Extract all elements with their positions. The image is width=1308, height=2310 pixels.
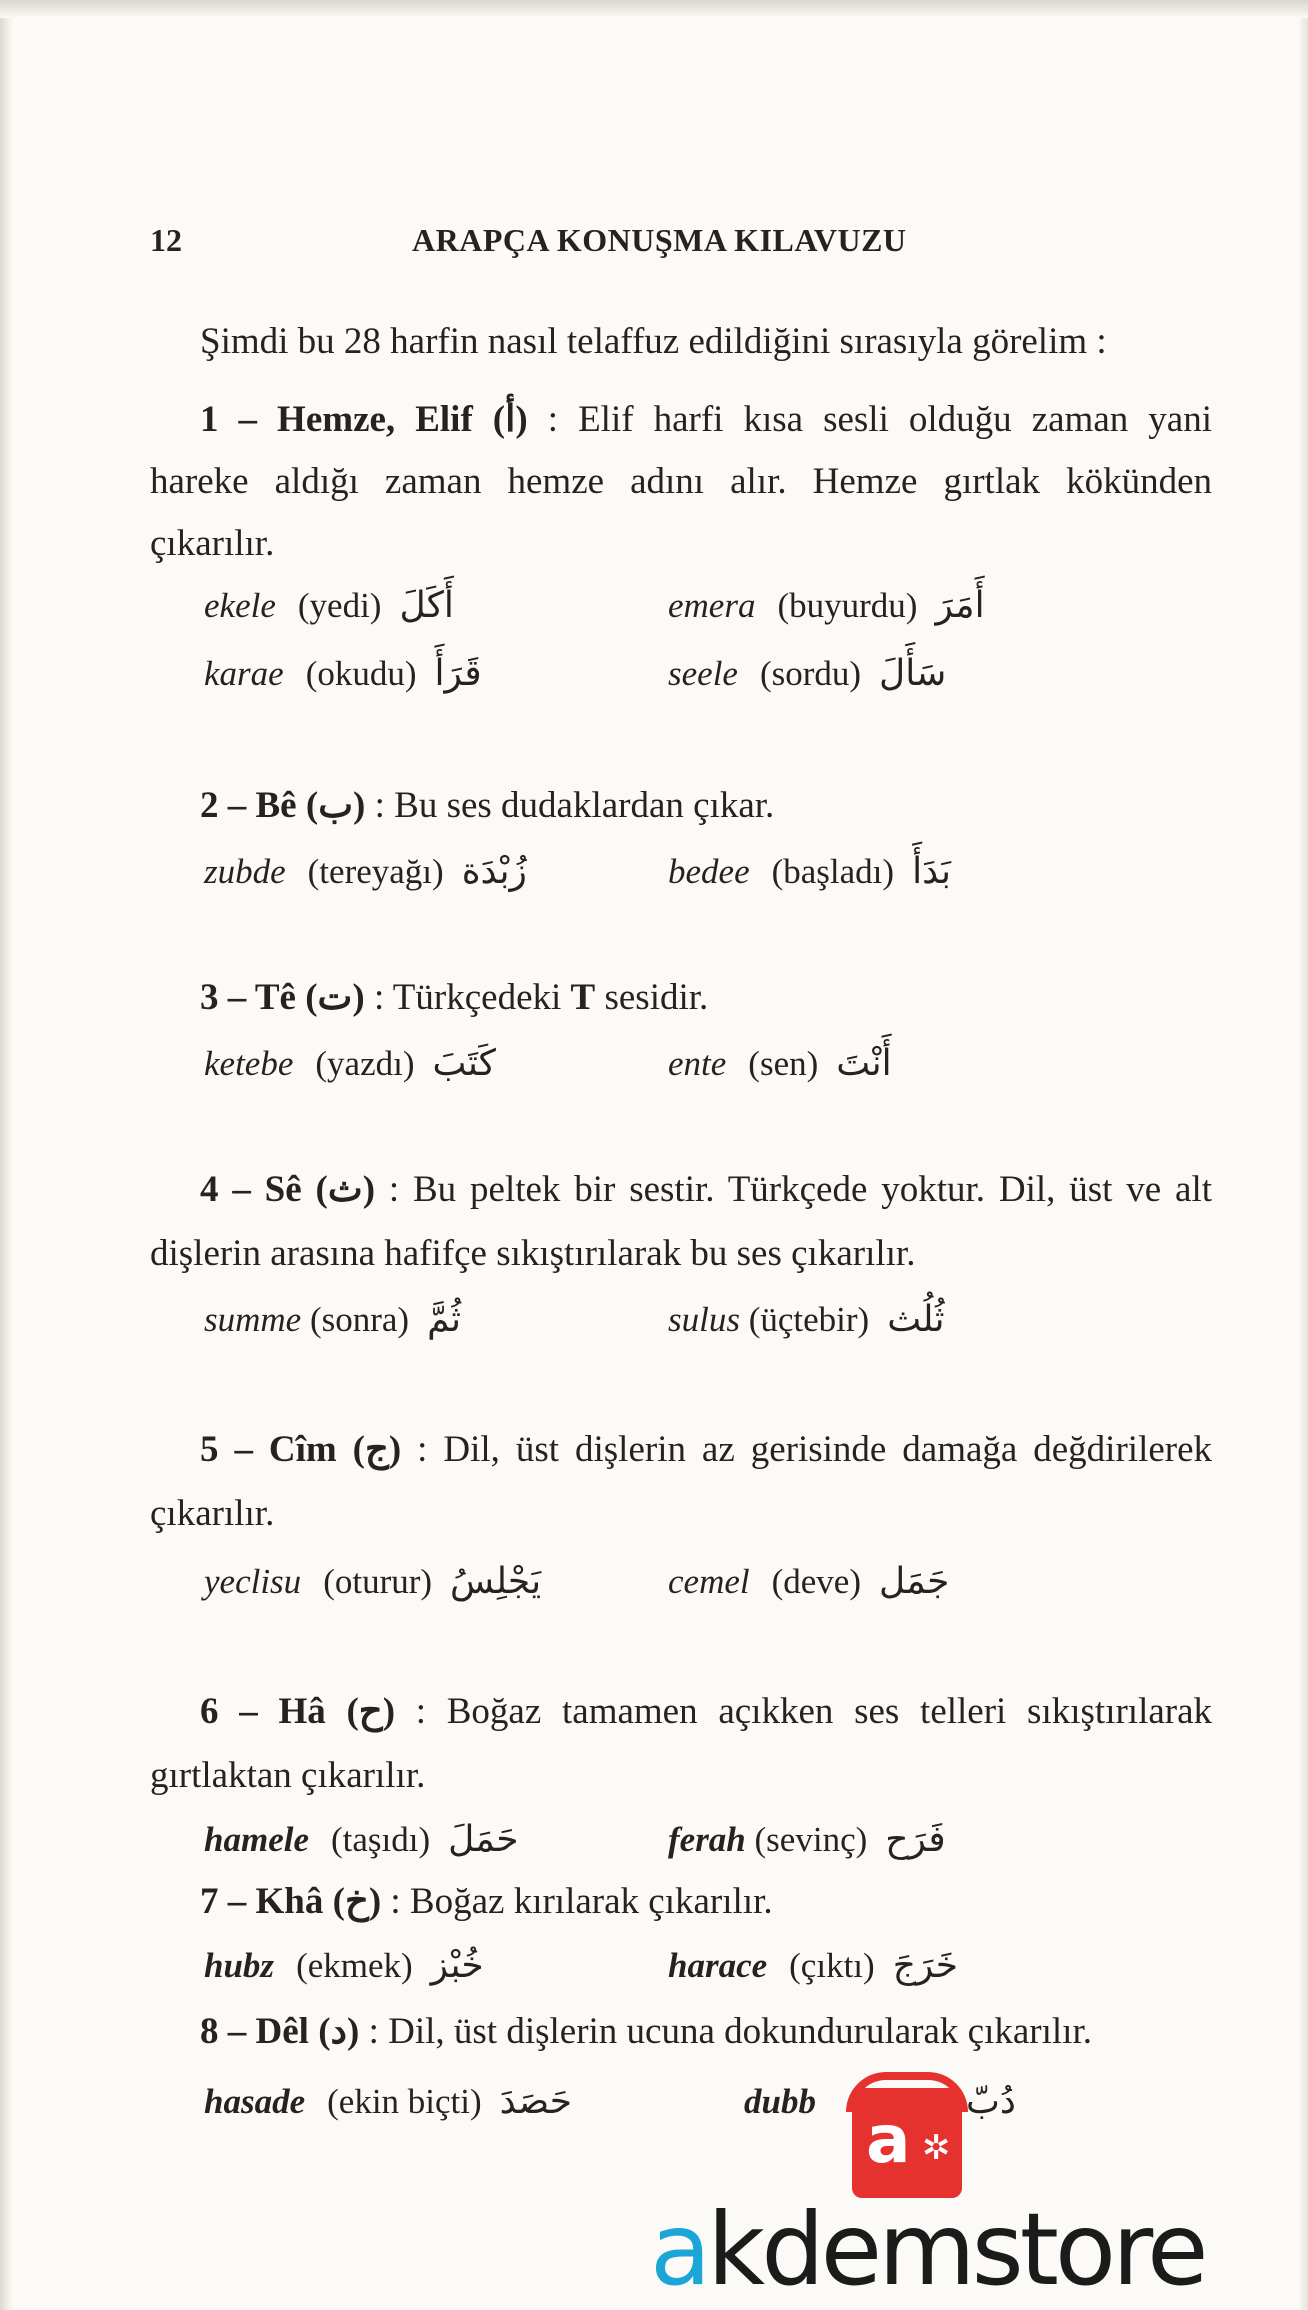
example-arabic: أَمَرَ — [935, 585, 985, 626]
section-8-desc: : Dil, üst dişlerin ucuna dokundurularak çıkarılır. — [368, 2011, 1092, 2052]
section-8-line — [200, 2008, 1092, 2056]
section-2-letter: (ب) — [305, 785, 366, 826]
section-3-desc-end: sesidir. — [604, 977, 709, 1018]
example-arabic: دُبّ — [965, 2081, 1016, 2122]
section-2-title: 2 – Bê — [200, 785, 297, 826]
example-translit: summe — [204, 1300, 302, 1339]
example-summe — [204, 1296, 461, 1344]
section-1-letter: (أ) — [492, 399, 528, 440]
example-translit: ketebe — [204, 1044, 294, 1083]
example-translit: harace — [668, 1946, 768, 1985]
section-4-desc-1: : Bu peltek bir sestir. Türkçede yoktur. Dil, üst ve alt — [388, 1169, 1213, 1210]
example-zubde — [204, 848, 527, 896]
example-ente — [668, 1040, 892, 1088]
example-arabic: خَرَجَ — [892, 1945, 959, 1986]
watermark-logo-icon — [852, 2088, 962, 2198]
cursor-click-icon: ✲ — [922, 2128, 951, 2168]
example-meaning: (okudu) — [305, 654, 417, 693]
section-4-desc-2: dişlerin arasına hafifçe sıkıştırılarak bu ses çıkarılır. — [150, 1233, 916, 1274]
example-arabic: أَنْتَ — [836, 1043, 892, 1084]
example-meaning: (sordu) — [759, 654, 862, 693]
example-meaning: (tereyağı) — [307, 852, 444, 891]
example-translit: zubde — [204, 852, 286, 891]
example-meaning: (taşıdı) — [330, 1820, 431, 1859]
example-translit: seele — [668, 654, 738, 693]
section-6-desc-2: gırtlaktan çıkarılır. — [150, 1755, 426, 1796]
page-edge-shadow-right — [1298, 0, 1308, 2310]
section-7-title: 7 – Khâ — [200, 1881, 324, 1922]
section-2-line — [200, 782, 774, 830]
example-meaning: (deve) — [771, 1562, 861, 1601]
example-hasade — [204, 2078, 572, 2126]
section-1-desc-2: hareke aldığı zaman hemze adını alır. Hemze gırtlak kökünden — [150, 461, 1212, 502]
example-translit: dubb — [744, 2082, 816, 2121]
example-arabic: خُبْز — [430, 1945, 484, 1986]
page-edge-shadow-top — [0, 0, 1308, 18]
example-meaning: (sen) — [748, 1044, 819, 1083]
example-cemel — [668, 1558, 949, 1606]
section-4-title: 4 – Sê — [200, 1169, 302, 1210]
example-arabic: زُبْدَة — [461, 851, 527, 892]
example-yeclisu — [204, 1558, 541, 1606]
example-ekele — [204, 582, 454, 630]
example-translit: karae — [204, 654, 284, 693]
section-5-desc-1: : Dil, üst dişlerin az gerisinde damağa değdirilerek — [417, 1429, 1213, 1470]
section-1-first-line — [200, 396, 1212, 444]
example-meaning: (ekin biçti) — [327, 2082, 482, 2121]
example-arabic: قَرَأَ — [434, 653, 482, 694]
example-meaning: (buyurdu) — [777, 586, 918, 625]
section-6-letter: (ح) — [346, 1691, 396, 1732]
example-hubz — [204, 1942, 484, 1990]
watermark-brand — [650, 2190, 1205, 2310]
example-translit: ferah — [668, 1820, 746, 1859]
example-translit: cemel — [668, 1562, 750, 1601]
section-3-line — [200, 974, 708, 1022]
section-4-first-line — [200, 1166, 1212, 1214]
example-translit: ente — [668, 1044, 727, 1083]
section-7-line — [200, 1878, 773, 1926]
example-arabic: أَكَلَ — [399, 585, 454, 626]
section-3-desc: : Türkçedeki — [373, 977, 562, 1018]
example-translit: bedee — [668, 852, 750, 891]
example-harace — [668, 1942, 958, 1990]
section-6-title: 6 – Hâ — [200, 1691, 326, 1732]
example-arabic: سَأَلَ — [879, 653, 947, 694]
section-2-desc: : Bu ses dudaklardan çıkar. — [374, 785, 775, 826]
example-meaning: (üçtebir) — [748, 1300, 870, 1339]
example-hamele — [204, 1816, 518, 1864]
section-3-letter-t: T — [570, 977, 596, 1018]
example-meaning: (oturur) — [323, 1562, 433, 1601]
section-5-desc-2: çıkarılır. — [150, 1493, 275, 1534]
page-edge-shadow-left — [0, 0, 14, 2310]
example-translit: sulus — [668, 1300, 740, 1339]
section-6-desc-1: : Boğaz tamamen açıkken ses telleri sıkıştırılarak — [415, 1691, 1213, 1732]
section-5-title: 5 – Cîm — [200, 1429, 337, 1470]
example-meaning: (sevinç) — [754, 1820, 868, 1859]
example-meaning: (başladı) — [771, 852, 895, 891]
section-1-title: 1 – Hemze, Elif — [200, 399, 473, 440]
example-meaning: (sonra) — [309, 1300, 410, 1339]
example-translit: hasade — [204, 2082, 306, 2121]
example-bedee — [668, 848, 951, 896]
example-arabic: كَتَبَ — [432, 1043, 496, 1084]
section-6-first-line — [200, 1688, 1212, 1736]
intro-text: Şimdi bu 28 harfin nasıl telaffuz edildiğini sırasıyla görelim : — [200, 321, 1107, 362]
example-arabic: ثُلُث — [887, 1299, 945, 1340]
example-translit: hubz — [204, 1946, 275, 1985]
section-1-desc-3: çıkarılır. — [150, 523, 275, 564]
example-karae — [204, 650, 482, 698]
section-1-desc-1: : Elif harfi kısa sesli olduğu zaman yani — [547, 399, 1212, 440]
example-translit: emera — [668, 586, 756, 625]
example-arabic: يَجْلِسُ — [450, 1561, 542, 1602]
example-arabic: حَصَدَ — [499, 2081, 573, 2122]
example-translit: ekele — [204, 586, 276, 625]
example-arabic: ثُمَّ — [427, 1299, 462, 1340]
watermark-brand-prefix: a — [650, 2191, 708, 2308]
section-5-first-line — [200, 1426, 1212, 1474]
example-sulus — [668, 1296, 945, 1344]
section-3-title: 3 – Tê — [200, 977, 296, 1018]
example-ketebe — [204, 1040, 496, 1088]
example-seele — [668, 650, 946, 698]
example-translit: hamele — [204, 1820, 309, 1859]
example-meaning: (yazdı) — [315, 1044, 415, 1083]
example-arabic: حَمَلَ — [448, 1819, 519, 1860]
section-5-letter: (ج) — [352, 1429, 402, 1470]
example-meaning: (ekmek) — [296, 1946, 413, 1985]
page-number: 12 — [150, 222, 182, 258]
section-7-letter: (خ) — [332, 1881, 382, 1922]
running-head: ARAPÇA KONUŞMA KILAVUZU — [412, 222, 907, 258]
example-emera — [668, 582, 985, 630]
example-arabic: بَدَأَ — [912, 851, 951, 892]
section-7-desc: : Boğaz kırılarak çıkarılır. — [390, 1881, 773, 1922]
example-arabic: فَرَح — [885, 1819, 946, 1860]
section-8-letter: (د) — [318, 2011, 360, 2052]
watermark-brand-rest: kdemstore — [707, 2191, 1205, 2308]
watermark-logo-letter: a — [866, 2101, 911, 2178]
example-meaning: (yedi) — [297, 586, 382, 625]
section-8-title: 8 – Dêl — [200, 2011, 309, 2052]
example-ferah — [668, 1816, 946, 1864]
example-translit: yeclisu — [204, 1562, 302, 1601]
section-4-letter: (ث) — [315, 1169, 376, 1210]
example-arabic: جَمَل — [879, 1561, 950, 1602]
section-3-letter: (ت) — [305, 977, 365, 1018]
example-meaning: (çıktı) — [789, 1946, 875, 1985]
